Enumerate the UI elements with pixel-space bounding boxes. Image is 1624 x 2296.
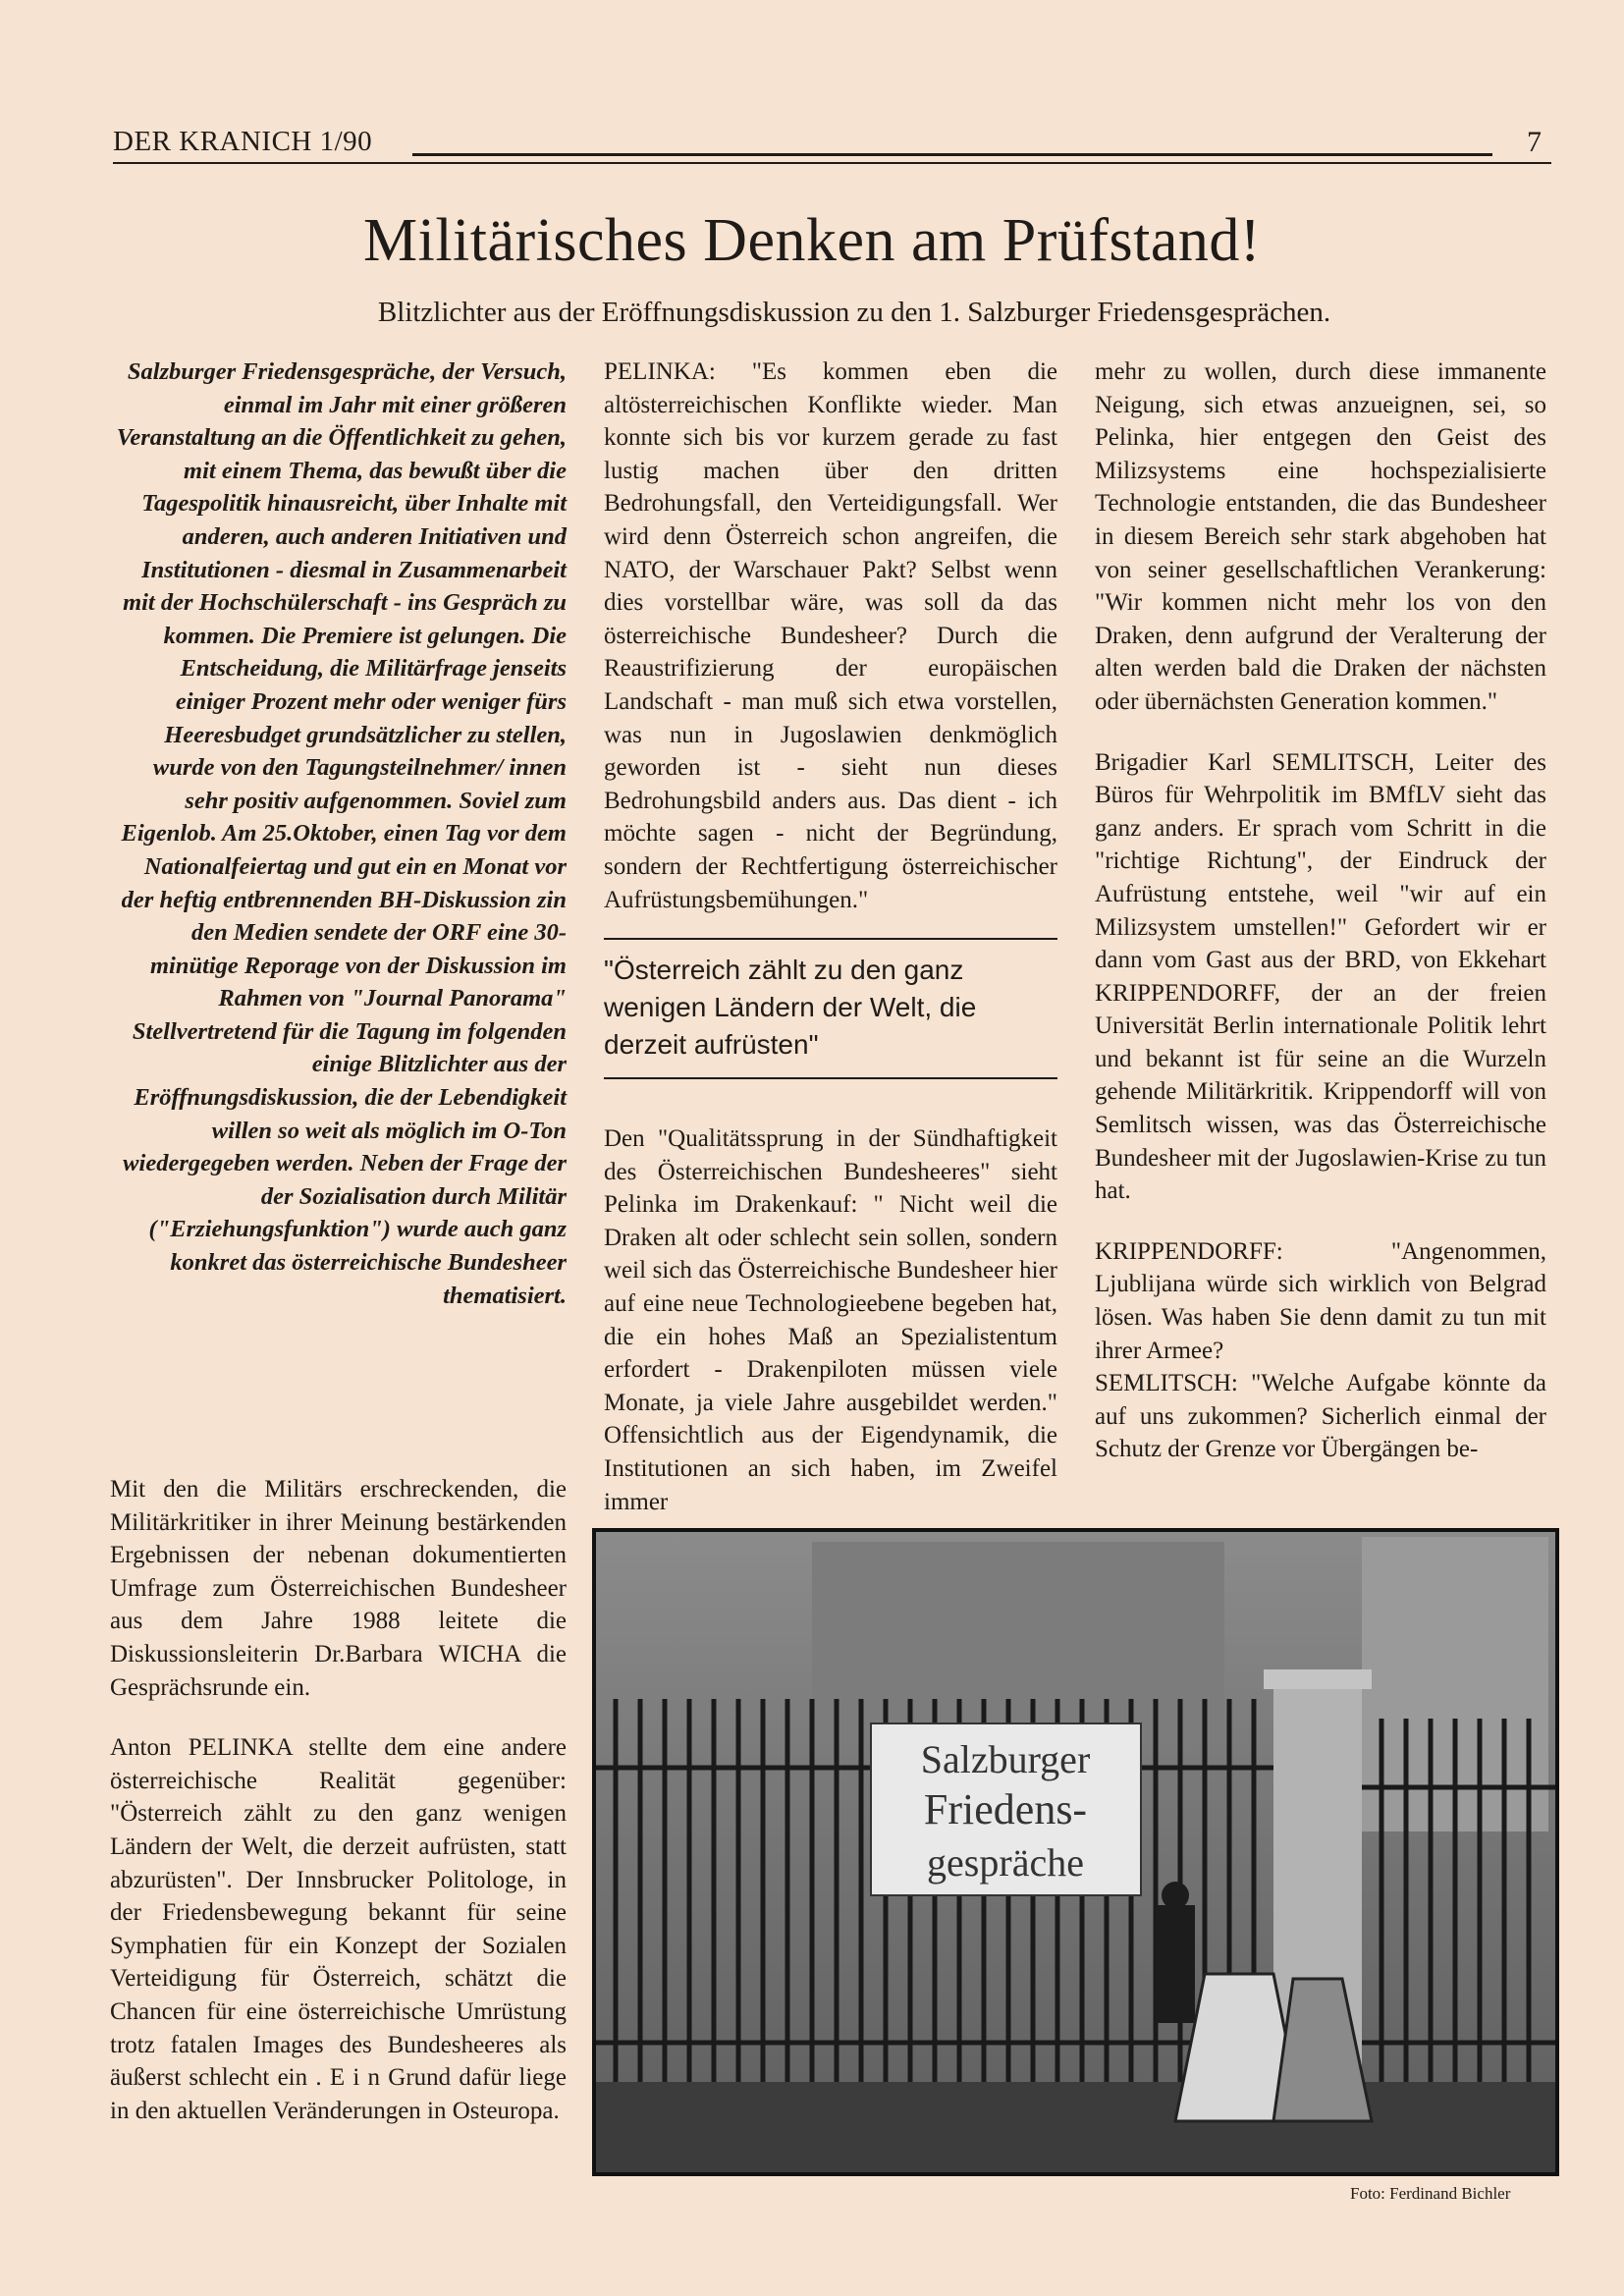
banner-line-2: Friedens- — [923, 1785, 1088, 1833]
publication-name: DER KRANICH 1/90 — [113, 126, 373, 157]
paragraph: Mit den die Militärs erschreckenden, die Militärkritiker in ihrer Meinung bestärkenden Ergebnissen der nebenan dokumentierten Umfrage zum Österreichischen Bundesheer aus dem Jahre 1988 leitete die Diskussionsleiterin Dr.Barbara WICHA die Gesprächsrunde ein. — [110, 1476, 567, 1701]
ground — [596, 2082, 1555, 2172]
header-rule — [412, 153, 1492, 156]
window — [812, 1542, 1224, 1738]
page-number: 7 — [1527, 126, 1542, 158]
pull-quote — [604, 938, 1057, 1079]
pull-quote-text: "Österreich zählt zu den ganz wenigen Ländern der Welt, die derzeit aufrüsten" — [604, 955, 977, 1060]
person-head — [1162, 1882, 1189, 1909]
article-subtitle: Blitzlichter aus der Eröffnungsdiskussion zu den 1. Salzburger Friedensgesprächen. — [377, 297, 1331, 328]
paragraph: Den "Qualitätssprung in der Sündhaftigkeit des Österreichischen Bundesheeres" sieht Pelinka im Drakenkauf: " Nicht weil die Draken alt oder schlecht sein sollen, sondern weil sich das Österreichische Bundesheer hier auf eine neue Technologieebene begeben hat, die ein hohes Maß an Spezialistentum erfordert - Drakenpiloten müssen viele Monate, ja viele Jahre ausgebildet werden." Offensichtlich aus der Eigendynamik, die Institutionen an sich haben, im Zweifel immer — [604, 1125, 1057, 1515]
header-underline — [113, 162, 1551, 164]
column-2-bottom — [604, 1122, 1057, 1546]
intro-paragraph: Salzburger Friedensgespräche, der Versuch, einmal im Jahr mit einer größeren Veranstaltung an die Öffentlichkeit zu gehen, mit einem Thema, das bewußt über die Tagespolitik hinausreicht, über Inhalte mit anderen, auch anderen Initiativen und Institutionen - diesmal in Zusammenarbeit mit der Hochschülerschaft - ins Gespräch zu kommen. Die Premiere ist gelungen. Die Entscheidung, die Militärfrage jenseits einiger Prozent mehr oder weniger fürs Heeresbudget grundsätzlicher zu stellen, wurde von den Tagungsteilnehmer/ innen sehr positiv aufgenommen. Soviel zum Eigenlob. Am 25.Oktober, einen Tag vor dem Nationalfeiertag und gut ein en Monat vor der heftig entbrennenden BH-Diskussion zin den Medien sendete der ORF eine 30-minütige Reporage von der Diskussion im Rahmen von "Journal Panorama" Stellvertretend für die Tagung im folgenden einige Blitzlichter aus der Eröffnungsdiskussion, die der Lebendigkeit willen so weit als möglich im O-Ton wiedergegeben werden. Neben der Frage der der Sozialisation durch Militär ("Erziehungsfunktion") wurde auch ganz konkret das österreichische Bundesheer thematisiert. — [116, 358, 567, 1309]
event-photo — [592, 1528, 1559, 2176]
column-3 — [1095, 355, 1546, 1494]
article-title: Militärisches Denken am Prüfstand! — [362, 207, 1262, 274]
page-header — [113, 126, 1551, 165]
paragraph: KRIPPENDORFF: "Angenommen, Ljublijana würde sich wirklich von Belgrad lösen. Was haben Sie denn damit zu tun mit ihrer Armee? — [1095, 1237, 1546, 1364]
column-1-body — [110, 1473, 567, 2155]
paragraph: SEMLITSCH: "Welche Aufgabe könnte da auf uns zukommen? Sicherlich einmal der Schutz der Grenze vor Übergängen be- — [1095, 1370, 1546, 1463]
paragraph: Anton PELINKA stellte dem eine andere österreichische Realität gegenüber: "Österreich zählt zu den ganz wenigen Ländern der Welt, die derzeit aufrüsten, statt abzurüsten". Der Innsbrucker Politologe, in der Friedensbewegung bekannt für seine Symphatien für ein Konzept der Sozialen Verteidigung für Österreich, schätzt die Chancen für eine österreichische Umrüstung trotz fatalen Images des Bundesheeres als äußerst schlecht ein . E i n Grund dafür liege in den aktuellen Veränderungen in Osteuropa. — [110, 1734, 567, 2124]
banner-line-1: Salzburger — [920, 1737, 1091, 1781]
photo-illustration — [596, 1532, 1555, 2172]
banner-line-3: gespräche — [927, 1840, 1084, 1885]
photo-caption: Foto: Ferdinand Bichler — [1350, 2184, 1511, 2203]
column-2-top — [604, 355, 1057, 944]
person-silhouette — [1156, 1905, 1195, 2023]
paragraph: mehr zu wollen, durch diese immanente Neigung, sich etwas anzueignen, sei, so Pelinka, hier entgegen den Geist des Milizsystems eine hochspezialisierte Technologie entstanden, die das Bundesheer in diesem Bereich sehr stark abgehoben hat von seiner gesellschaftlichen Verankerung: "Wir kommen nicht mehr los von den Draken, denn aufgrund der Veralterung der alten werden bald die Draken der nächsten oder übernächsten Generation kommen." — [1095, 358, 1546, 715]
paragraph: PELINKA: "Es kommen eben die altösterreichischen Konflikte wieder. Man konnte sich bis vor kurzem gerade zu fast lustig machen über den dritten Bedrohungsfall, den Verteidigungsfall. Wer wird denn Österreich schon angreifen, die NATO, der Warschauer Pakt? Selbst wenn dies vorstellbar wäre, was soll da das österreichische Bundesheer? Durch die Reaustrifizierung der europäischen Landschaft - man muß sich etwa vorstellen, was nun in Jugoslawien denkmöglich geworden ist - sieht nun dieses Bedrohungsbild anders aus. Das dient - ich möchte sagen - nicht der Begründung, sondern der Rechtfertigung österreichischer Aufrüstungsbemühungen." — [604, 358, 1057, 913]
pillar-cap — [1264, 1669, 1372, 1689]
paragraph: Brigadier Karl SEMLITSCH, Leiter des Büros für Wehrpolitik im BMfLV sieht das ganz anders. Er sprach vom Schritt in die "richtige Richtung", der Eindruck der Aufrüstung entstehe, weil "wir auf ein Milizsystem umstellen!" Gefordert wir er dann vom Gast aus der BRD, von Ekkehart KRIPPENDORFF, der an der freien Universität Berlin internationale Politik lehrt und bekannt ist für seine an die Wurzeln gehende Militärkritik. Krippendorff will von Semlitsch wissen, was das Österreichische Bundesheer mit der Jugoslawien-Krise zu tun hat. — [1095, 748, 1546, 1205]
column-1-intro — [110, 355, 567, 1339]
pull-quote-rule-bottom — [604, 1077, 1057, 1079]
